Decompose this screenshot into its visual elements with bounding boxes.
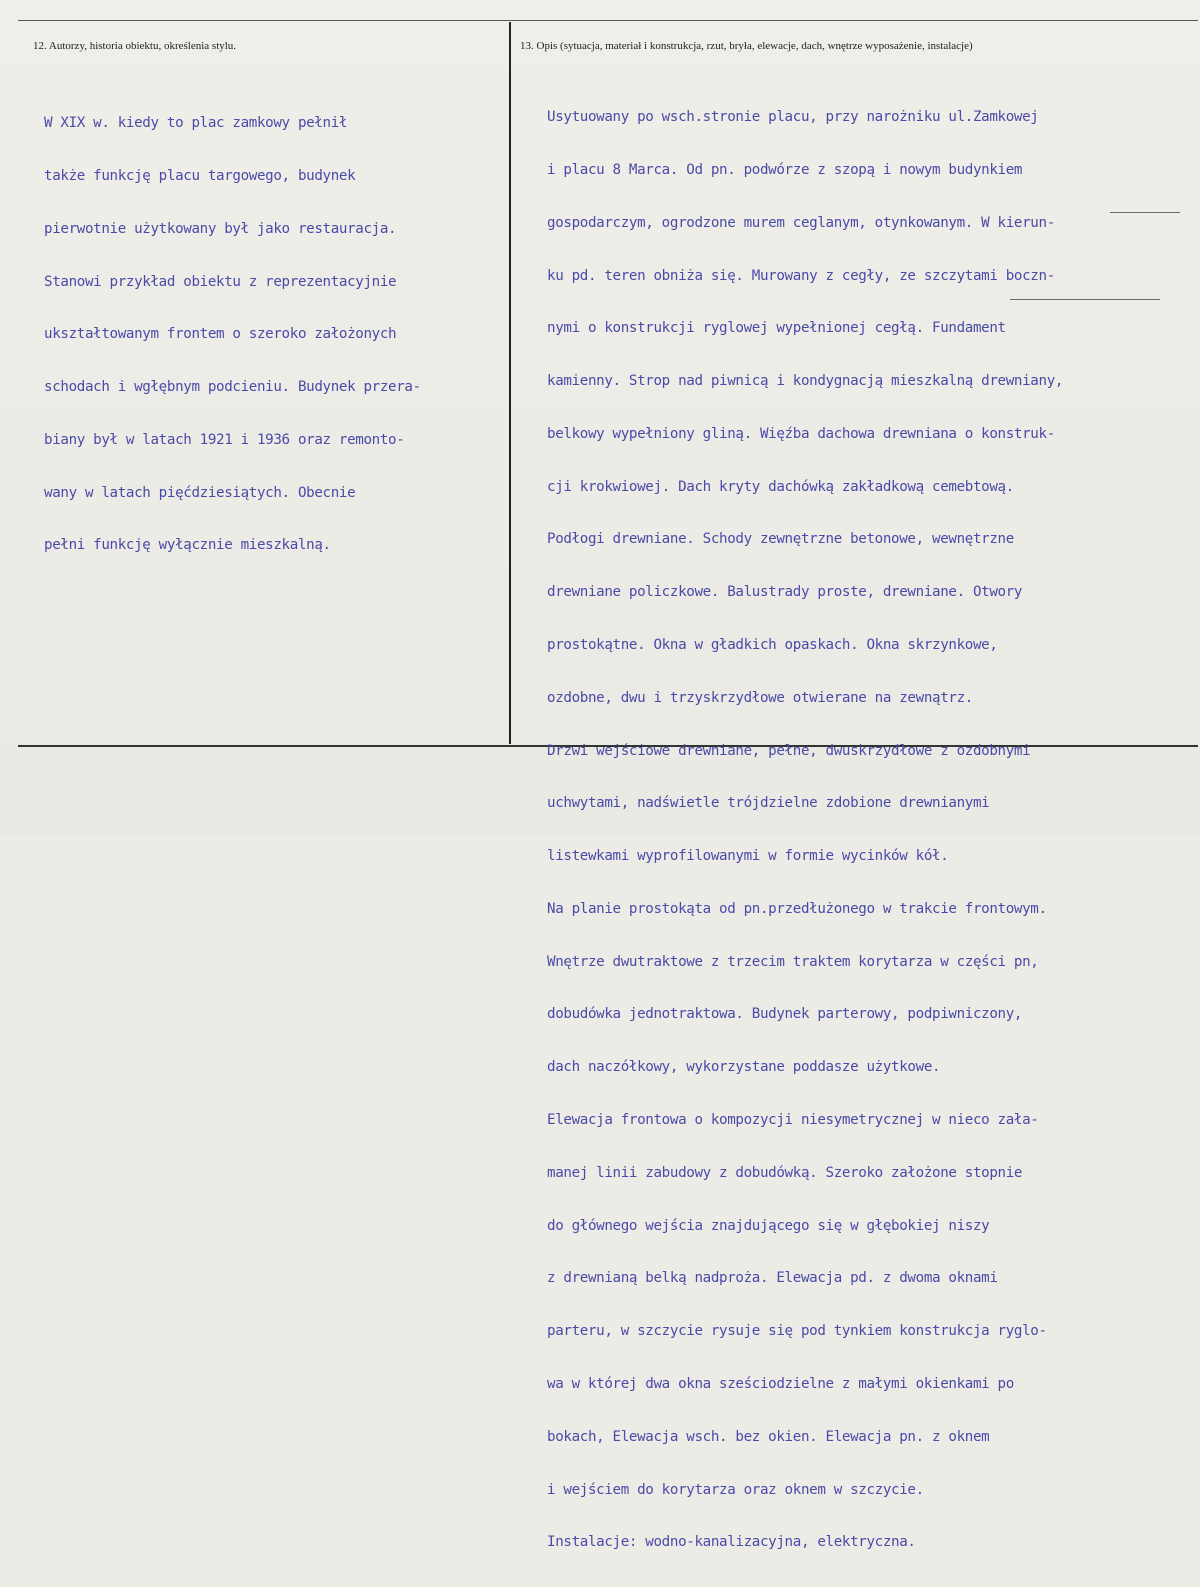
description-line: z drewnianą belką nadproża. Elewacja pd. z dwoma oknami [547,1270,998,1287]
description-line: bokach, Elewacja wsch. bez okien. Elewacja pn. z oknem [547,1428,990,1445]
description-line: nymi o konstrukcji ryglowej wypełnionej cegłą. Fundament [547,320,1006,337]
description-line: do głównego wejścia znajdującego się w głębokiej niszy [547,1217,990,1234]
description-line: i placu 8 Marca. Od pn. podwórze z szopą i nowym budynkiem [547,161,1023,178]
pencil-strike-mark [1010,299,1160,300]
pencil-strike-mark [1110,212,1180,213]
description-line: listewkami wyprofilowanymi w formie wycinków kół. [547,848,949,865]
history-line: schodach i wgłębnym podcieniu. Budynek przera- [44,379,421,396]
history-line: biany był w latach 1921 i 1936 oraz remonto- [44,431,405,448]
description-line: ku pd. teren obniża się. Murowany z cegły, ze szczytami boczn- [547,267,1055,284]
description-line: ozdobne, dwu i trzyskrzydłowe otwierane na zewnątrz. [547,689,973,706]
description-text-block [547,74,1063,1587]
section-13-heading: 13. Opis (sytuacja, materiał i konstrukcja, rzut, bryła, elewacje, dach, wnętrze wyposażenie, instalacje) [520,40,973,52]
section-12-heading: 12. Autorzy, historia obiektu, określenia stylu. [33,40,237,52]
description-line: drewniane policzkowe. Balustrady proste, drewniane. Otwory [547,584,1023,601]
history-text-block [44,80,421,590]
description-line: prostokątne. Okna w gładkich opaskach. Okna skrzynkowe, [547,637,998,653]
description-line: dobudówka jednotraktowa. Budynek parterowy, podpiwniczony, [547,1006,1023,1023]
history-line: ukształtowanym frontem o szeroko założonych [44,326,397,343]
description-line: dach naczółkowy, wykorzystane poddasze użytkowe. [547,1059,941,1076]
description-line: Instalacje: wodno-kanalizacyjna, elektryczna. [547,1534,916,1551]
history-line: wany w latach pięćdziesiątych. Obecnie [44,484,356,501]
description-line: Wnętrze dwutraktowe z trzecim traktem korytarza w części pn, [547,953,1039,970]
description-line: Usytuowany po wsch.stronie placu, przy narożniku ul.Zamkowej [547,109,1039,126]
description-line: uchwytami, nadświetle trójdzielne zdobione drewnianymi [547,795,990,812]
history-line: Stanowi przykład obiektu z reprezentacyjnie [44,273,397,290]
description-line: wa w której dwa okna sześciodzielne z małymi okienkami po [547,1375,1014,1392]
history-line: pełni funkcję wyłącznie mieszkalną. [44,537,331,554]
history-line: także funkcję placu targowego, budynek [44,167,356,184]
top-rule [18,20,1198,21]
description-line: i wejściem do korytarza oraz oknem w szczycie. [547,1481,924,1498]
description-line: kamienny. Strop nad piwnicą i kondygnacją mieszkalną drewniany, [547,373,1064,390]
history-line: pierwotnie użytkowany był jako restauracja. [44,220,397,237]
description-line: Podłogi drewniane. Schody zewnętrzne betonowe, wewnętrzne [547,531,1014,548]
description-line: belkowy wypełniony gliną. Więźba dachowa drewniana o konstruk- [547,425,1055,442]
column-divider [509,22,511,744]
description-line: Drzwi wejściowe drewniane, pełne, dwuskrzydłowe z ozdobnymi [547,742,1031,759]
description-line: gospodarczym, ogrodzone murem ceglanym, otynkowanym. W kierun- [547,214,1055,231]
description-line: parteru, w szczycie rysuje się pod tynkiem konstrukcja ryglo- [547,1323,1047,1340]
description-line: Elewacja frontowa o kompozycji niesymetrycznej w nieco zała- [547,1112,1039,1129]
description-line: Na planie prostokąta od pn.przedłużonego w trakcie frontowym. [547,900,1047,917]
description-line: cji krokwiowej. Dach kryty dachówką zakładkową cemebtową. [547,478,1014,495]
description-line: manej linii zabudowy z dobudówką. Szeroko założone stopnie [547,1164,1023,1181]
history-line: W XIX w. kiedy to plac zamkowy pełnił [44,115,348,132]
